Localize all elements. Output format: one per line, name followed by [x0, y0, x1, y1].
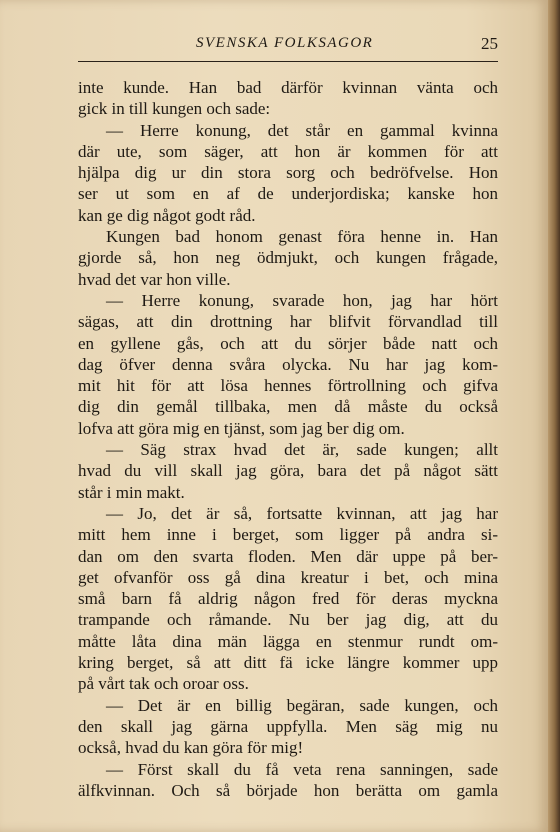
text-line: också, hvad du kan göra för mig! — [78, 738, 304, 758]
text-line: sägas, att din drottning har blifvit förvandlad till — [78, 312, 498, 332]
text-line: kan ge dig något godt råd. — [78, 205, 256, 225]
text-line: — Först skall du få veta rena sanningen, sade — [106, 759, 498, 779]
text-line: den skall jag gärna uppfylla. Men säg mig nu — [78, 716, 498, 736]
text-line: — Jo, det är så, fortsatte kvinnan, att jag har — [106, 503, 498, 523]
page-edge — [548, 0, 560, 832]
text-line: älfkvinnan. Och så började hon berätta om gamla — [78, 780, 498, 800]
text-line: mit hit för att lösa hennes förtrollning och gifva — [78, 376, 498, 396]
text-line: gjorde så, hon neg ödmjukt, och kungen frågade, — [78, 248, 498, 268]
text-line: gick in till kungen och sade: — [78, 99, 271, 119]
text-line: står i min makt. — [78, 482, 185, 502]
body-text — [78, 77, 498, 801]
text-line: — Herre konung, svarade hon, jag har hört — [106, 290, 498, 310]
text-line: på vårt tak och oroar oss. — [78, 674, 249, 694]
header-rule — [78, 61, 498, 62]
text-line: — Det är en billig begäran, sade kungen, och — [106, 695, 498, 715]
text-line: lofva att göra mig en tjänst, som jag ber dig om. — [78, 418, 405, 438]
text-line: — Herre konung, det står en gammal kvinna — [106, 120, 498, 140]
text-line: ser ut som en af de underjordiska; kanske hon — [78, 184, 498, 204]
page-header — [78, 34, 498, 56]
text-line: dag öfver denna svåra olycka. Nu har jag kom- — [78, 354, 498, 374]
running-title: SVENSKA FOLKSAGOR — [196, 35, 374, 51]
text-line: där ute, som säger, att hon är kommen för att — [78, 141, 498, 161]
text-line: en gyllene gås, och att du sörjer både natt och — [78, 333, 498, 353]
text-line: trampande och råmande. Nu ber jag dig, att du — [78, 610, 498, 630]
text-line: inte kunde. Han bad därför kvinnan vänta och — [78, 78, 498, 97]
text-line: — Säg strax hvad det är, sade kungen; allt — [106, 440, 498, 460]
text-line: get ofvanför oss gå dina kreatur i bet, och mina — [78, 567, 498, 587]
text-line: hvad det var hon ville. — [78, 269, 231, 289]
text-line: dig din gemål tillbaka, men då måste du också — [78, 397, 498, 417]
text-line: Kungen bad honom genast föra henne in. Han — [106, 227, 498, 247]
text-line: hjälpa dig ur din stora sorg och bedröfvelse. Hon — [78, 163, 498, 183]
text-line: små barn få aldrig någon fred för deras myckna — [78, 589, 498, 609]
text-line: hvad du vill skall jag göra, bara det på något sätt — [78, 461, 498, 481]
text-line: dan om den svarta floden. Men där uppe på ber- — [78, 546, 498, 566]
page-number: 25 — [481, 34, 498, 53]
text-line: måtte låta dina män lägga en stenmur rundt om- — [78, 631, 498, 651]
text-line: mitt hem inne i berget, som ligger på andra si- — [78, 525, 498, 545]
text-line: kring berget, så att ditt fä icke längre kommer upp — [78, 653, 498, 673]
